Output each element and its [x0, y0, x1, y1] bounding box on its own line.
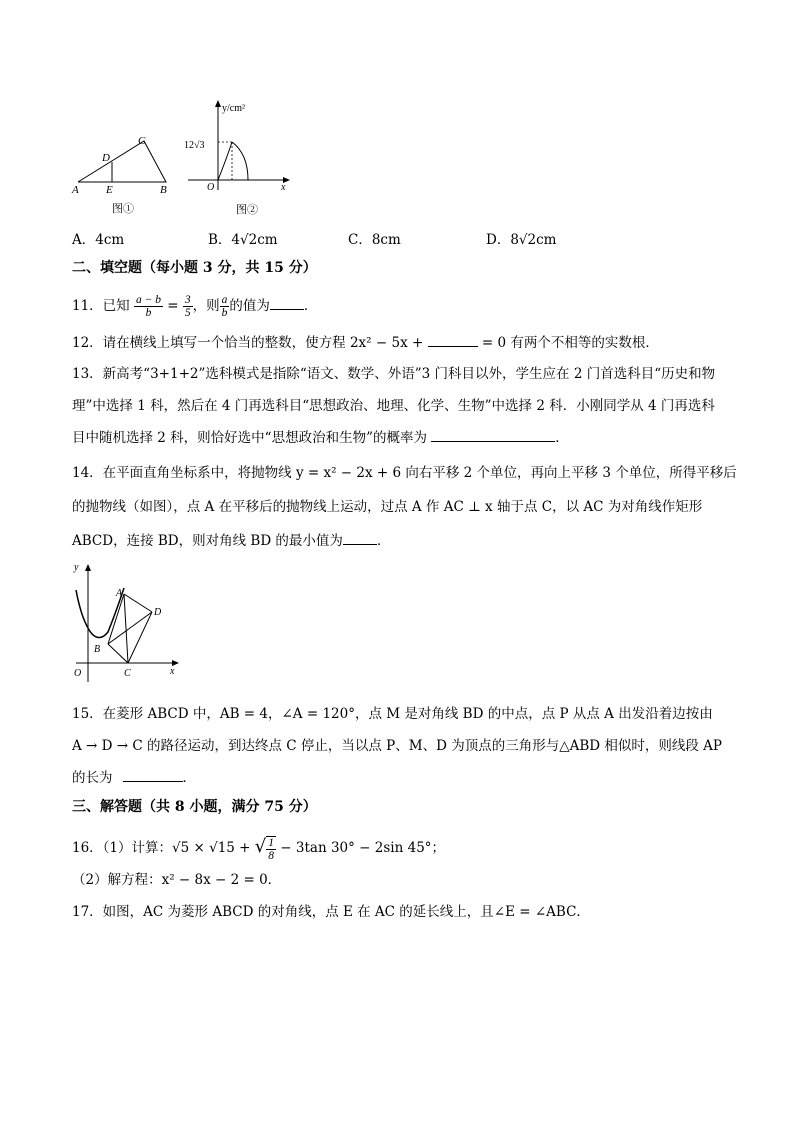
- q15-text: 的长为: [72, 770, 113, 786]
- option-text: 8√2cm: [510, 232, 557, 248]
- frac-den: b: [145, 307, 152, 319]
- option-text: 4√2cm: [231, 232, 278, 248]
- q14-graph-x: x: [170, 666, 175, 677]
- question-15-line-1: 15．在菱形 ABCD 中，AB = 4，∠A = 120°，点 M 是对角线 BD 的中点，点 P 从点 A 出发沿着边按由: [72, 706, 713, 722]
- q14-graph-b: B: [94, 644, 101, 655]
- figure-area-graph: [178, 98, 298, 218]
- q16-prefix: 16．（1）计算：√5 × √15 +: [72, 840, 255, 856]
- question-14-line-3: [72, 530, 390, 551]
- q14-graph-y: y: [74, 562, 79, 573]
- q14-graph-c: C: [124, 668, 131, 679]
- section2-heading: 二、填空题（每小题 3 分，共 15 分）: [72, 260, 317, 276]
- question-16-part-1: [72, 830, 445, 865]
- sqrt-icon: √: [254, 836, 267, 857]
- q11-fraction-2: [183, 294, 193, 319]
- fig2-caption: 图②: [236, 204, 258, 216]
- frac-den: b: [221, 307, 228, 319]
- frac-den: 8: [268, 849, 275, 862]
- option-letter: C．: [348, 232, 372, 248]
- q13-text: 目中随机选择 2 科，则恰好选中“思想政治和生物”的概率为: [72, 430, 427, 446]
- question-12: [72, 332, 659, 353]
- fig1-caption: 图①: [112, 203, 134, 215]
- q11-fraction-3: [220, 294, 230, 319]
- q10-option-d[interactable]: [486, 228, 556, 248]
- fig2-x-label: x: [281, 182, 286, 193]
- q13-end: ．: [555, 430, 569, 446]
- q13-answer-blank[interactable]: [431, 427, 555, 442]
- section3-heading: 三、解答题（共 8 小题，满分 75 分）: [72, 799, 317, 815]
- fig1-label-a: A: [72, 184, 79, 196]
- fig2-origin: O: [207, 182, 215, 193]
- q15-answer-blank[interactable]: [123, 767, 183, 782]
- fig1-label-e: E: [106, 184, 113, 196]
- frac-num: 3: [184, 294, 191, 306]
- q16-suffix: − 3tan 30° − 2sin 45°；: [276, 840, 446, 856]
- option-letter: D．: [486, 232, 511, 248]
- q15-end: ．: [182, 770, 196, 786]
- q14-graph-a: A: [116, 588, 123, 599]
- q14-end: ．: [376, 533, 391, 549]
- q11-end: ．: [303, 298, 318, 314]
- option-text: 4cm: [95, 232, 125, 248]
- frac-num: a − b: [135, 294, 161, 306]
- option-letter: B．: [208, 232, 232, 248]
- q14-text: ABCD，连接 BD，则对角线 BD 的最小值为: [72, 533, 343, 549]
- fig1-label-d: D: [102, 152, 110, 164]
- q11-suffix: 的值为: [229, 298, 270, 314]
- question-11: [72, 288, 317, 324]
- q11-eq: =: [163, 298, 183, 314]
- option-text: 8cm: [371, 232, 401, 248]
- q11-fraction-1: [134, 294, 163, 319]
- q16-sqrt-fraction: [266, 836, 276, 862]
- q12-suffix: = 0 有两个不相等的实数根．: [477, 335, 659, 351]
- q14-answer-blank[interactable]: [343, 530, 377, 545]
- question-13-line-2: 理”中选择 1 科，然后在 4 门再选科目“思想政治、地理、化学、生物”中选择 2 科．小刚同学从 4 门再选科: [72, 398, 715, 414]
- question-15-line-3: [72, 767, 196, 788]
- q11-mid: ，则: [192, 298, 220, 314]
- question-15-line-2: A → D → C 的路径运动，到达终点 C 停止，当以点 P、M、D 为顶点的三角形与△ABD 相似时，则线段 AP: [72, 738, 722, 754]
- figure-triangle: [70, 132, 180, 222]
- q11-answer-blank[interactable]: [270, 295, 304, 310]
- fig1-label-c: C: [138, 135, 146, 147]
- frac-den: 5: [184, 307, 191, 319]
- q14-graph-o: O: [74, 668, 82, 679]
- q11-prefix: 11．已知: [72, 298, 130, 314]
- question-14-line-1: 14．在平面直角坐标系中，将抛物线 y = x² − 2x + 6 向右平移 2 个单位，再向上平移 3 个单位，所得平移后: [72, 465, 737, 481]
- fig2-y-mark: 12√3: [184, 140, 205, 151]
- fig2-y-label: y/cm²: [222, 103, 245, 114]
- q12-answer-blank[interactable]: [428, 332, 478, 347]
- frac-num: a: [221, 294, 228, 306]
- q10-option-a[interactable]: [72, 228, 124, 248]
- question-14-line-2: 的抛物线（如图），点 A 在平移后的抛物线上运动，过点 A 作 AC ⊥ x 轴于点 C，以 AC 为对角线作矩形: [72, 499, 703, 515]
- q10-option-c[interactable]: [348, 228, 401, 248]
- q14-graph-d: D: [154, 607, 162, 618]
- q10-option-b[interactable]: [208, 228, 278, 248]
- question-16-part-2: （2）解方程：x² − 8x − 2 = 0．: [72, 872, 282, 888]
- option-letter: A．: [72, 232, 96, 248]
- fig1-label-b: B: [160, 184, 167, 196]
- q14-parabola-graph: [68, 560, 188, 685]
- frac-num: 1: [268, 836, 275, 849]
- q12-prefix: 12．请在横线上填写一个恰当的整数，使方程 2x² − 5x +: [72, 335, 428, 351]
- question-13-line-1: 13．新高考“3+1+2”选科模式是指除“语文、数学、外语”3 门科目以外，学生应在 2 门首选科目“历史和物: [72, 366, 716, 382]
- question-17: 17．如图，AC 为菱形 ABCD 的对角线，点 E 在 AC 的延长线上，且∠E = ∠ABC．: [72, 904, 590, 920]
- question-13-line-3: [72, 427, 569, 448]
